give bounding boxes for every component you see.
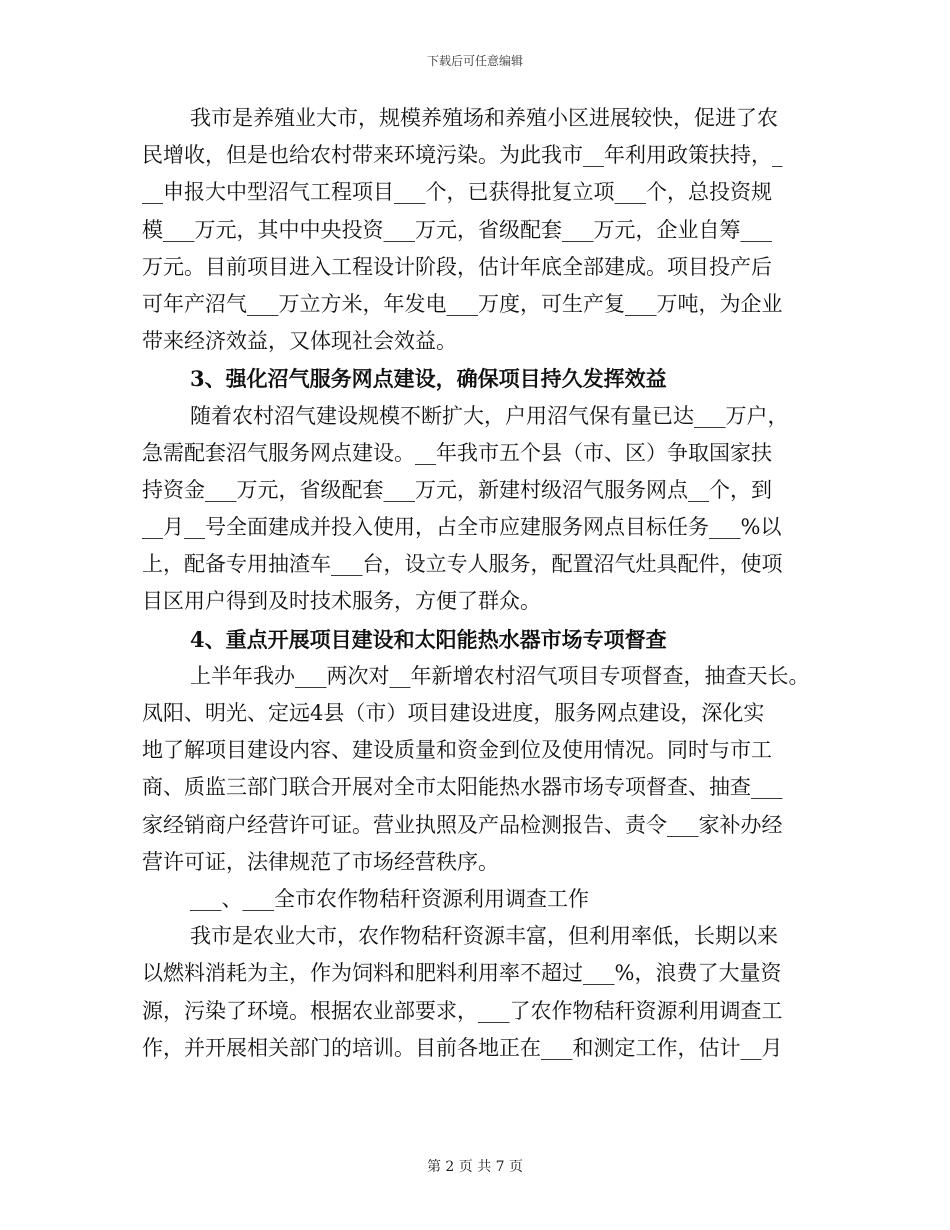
text-line: 上半年我办___两次对__年新增农村沼气项目专项督查，抽查天长。 [190,663,810,688]
text-line: 可年产沼气___万立方米，年发电___万度，可生产复___万吨，为企业 [142,291,783,316]
text-line: 民增收，但是也给农村带来环境污染。为此我市__年利用政策扶持，_ [142,143,783,168]
page-header: 下载后可任意编辑 [426,54,523,68]
text-line: 营许可证，法律规范了市场经营秩序。 [142,849,499,874]
page-footer: 第 2 页 共 7 页 [426,1159,524,1175]
text-line: 凤阳、明光、定远4县（市）项目建设进度，服务网点建设，深化实 [142,701,765,725]
text-line: 持资金___万元，省级配套___万元，新建村级沼气服务网点__个，到 [142,477,772,502]
text-line: 作，并开展相关部门的培训。目前各地正在___和测定工作，估计__月 [142,1035,783,1060]
text-line: 以燃料消耗为主，作为饲料和肥料利用率不超过___%，浪费了大量资 [142,961,782,986]
text-line: 地了解项目建设内容、建设质量和资金到位及使用情况。同时与市工 [142,738,772,763]
text-line: 目区用户得到及时技术服务，方便了群众。 [142,589,541,614]
text-line: __申报大中型沼气工程项目___个，已获得批复立项___个，总投资规 [142,180,772,205]
text-line: 家经销商户经营许可证。营业执照及产品检测报告、责令___家补办经 [142,812,783,837]
text-line: 上，配备专用抽渣车___台，设立专人服务，配置沼气灶具配件，使项 [142,552,783,577]
text-line: 急需配套沼气服务网点建设。__年我市五个县（市、区）争取国家扶 [142,440,772,465]
section-heading: 4、重点开展项目建设和太阳能热水器市场专项督查 [190,626,667,652]
section-heading: 3、强化沼气服务网点建设，确保项目持久发挥效益 [190,366,667,392]
text-line: 源，污染了环境。根据农业部要求，___了农作物秸秆资源利用调查工 [142,998,783,1023]
text-line: 商、质监三部门联合开展对全市太阳能热水器市场专项督查、抽查___ [142,775,783,800]
text-line: 带来经济效益，又体现社会效益。 [142,329,457,354]
text-line: 我市是养殖业大市，规模养殖场和养殖小区进展较快，促进了农 [190,106,778,130]
document-body [142,100,822,1067]
text-line: 万元。目前项目进入工程设计阶段，估计年底全部建成。项目投产后 [142,254,772,279]
text-line: 随着农村沼气建设规模不断扩大，户用沼气保有量已达___万户， [190,403,789,428]
text-line: 模___万元，其中中央投资___万元，省级配套___万元，企业自筹___ [142,217,772,242]
text-line: __月__号全面建成并投入使用，占全市应建服务网点目标任务___%以 [142,515,782,540]
text-line: ___、___全市农作物秸秆资源利用调查工作 [190,886,589,911]
text-line: 我市是农业大市，农作物秸秆资源丰富，但利用率低，长期以来 [190,924,778,949]
